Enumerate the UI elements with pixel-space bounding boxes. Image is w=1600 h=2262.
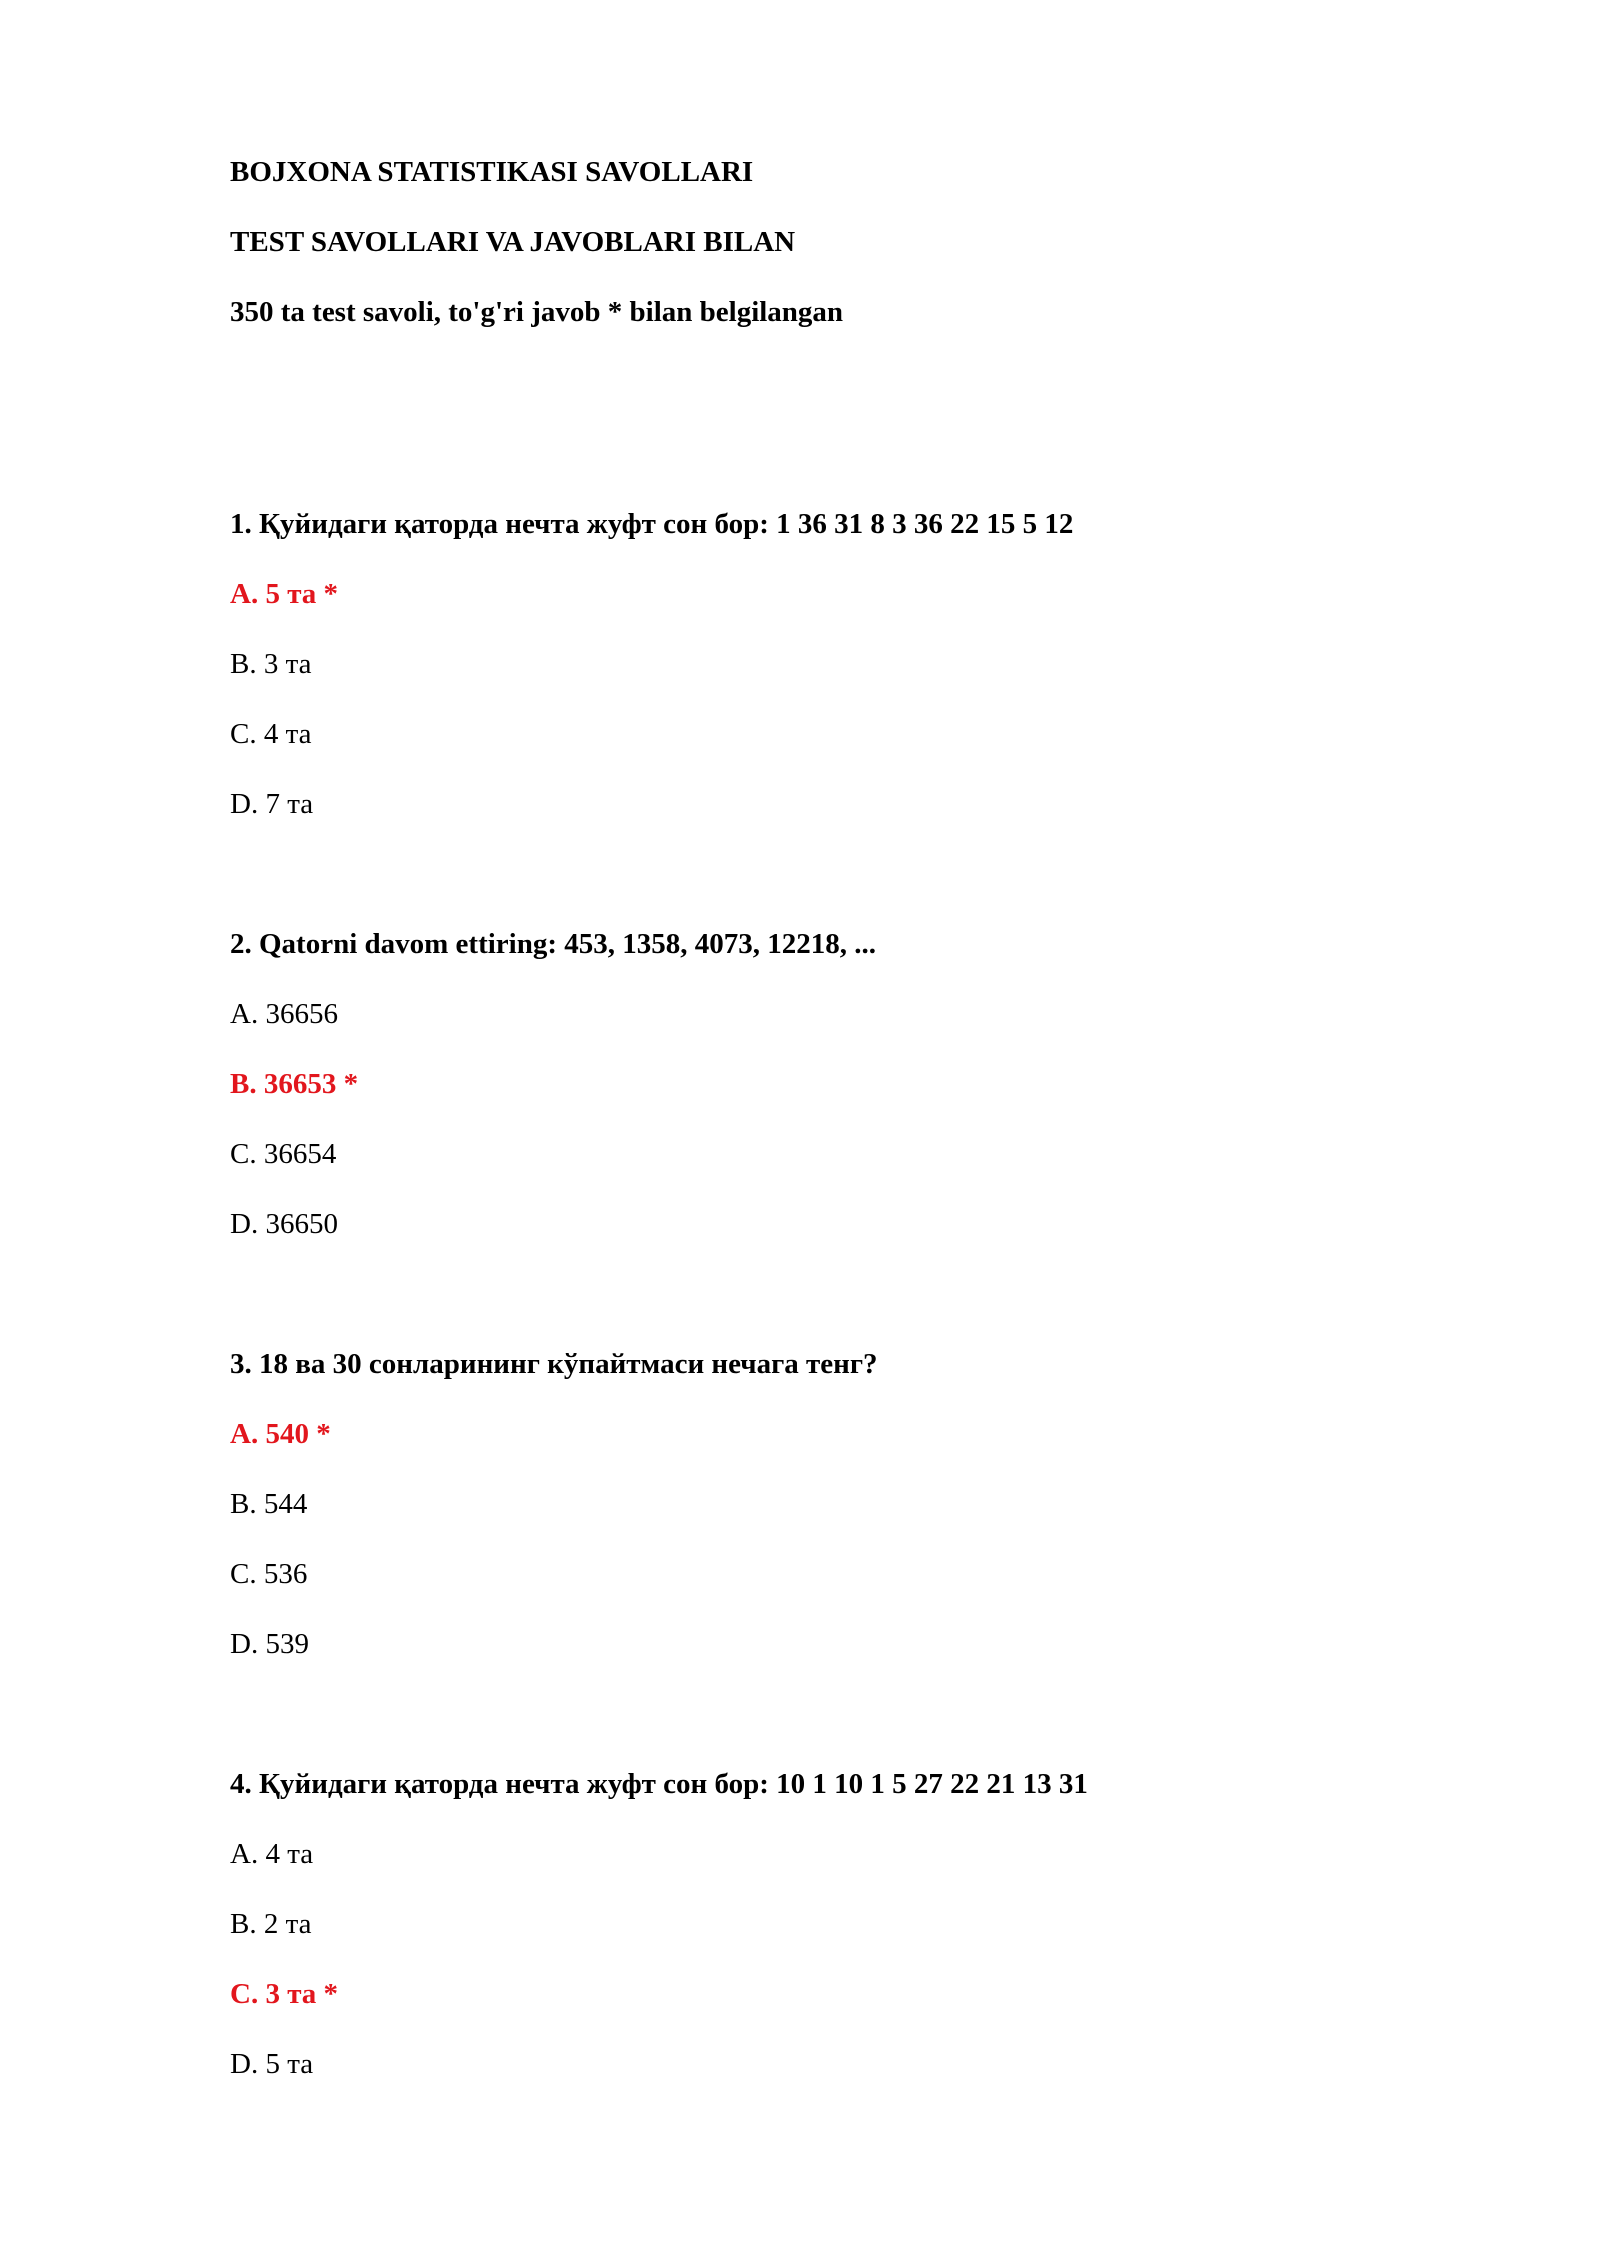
document-subtitle: TEST SAVOLLARI VA JAVOBLARI BILAN xyxy=(230,226,796,258)
document-header xyxy=(230,137,1430,347)
document-title: BOJXONA STATISTIKASI SAVOLLARI xyxy=(230,156,754,188)
answer-option: B. 2 та xyxy=(230,1908,312,1940)
question-block xyxy=(230,1329,1430,1679)
question-text: 1. Қуйидаги қаторда нечта жуфт сон бор: 1 36 31 8 3 36 22 15 5 12 xyxy=(230,508,1074,540)
answer-option: B. 36653 * xyxy=(230,1068,359,1100)
question-text: 4. Қуйидаги қаторда нечта жуфт сон бор: 10 1 10 1 5 27 22 21 13 31 xyxy=(230,1768,1088,1800)
answer-option: D. 5 та xyxy=(230,2048,314,2080)
answer-option: C. 4 та xyxy=(230,718,312,750)
document-note: 350 ta test savoli, to'g'ri javob * bilan belgilangan xyxy=(230,296,844,328)
question-text: 3. 18 ва 30 сонларининг кўпайтмаси нечага тенг? xyxy=(230,1348,878,1380)
question-text: 2. Qatorni davom ettiring: 453, 1358, 4073, 12218, ... xyxy=(230,928,877,960)
question-block xyxy=(230,489,1430,839)
answer-option: D. 36650 xyxy=(230,1208,338,1240)
answer-option: D. 539 xyxy=(230,1628,309,1660)
answer-option: A. 540 * xyxy=(230,1418,331,1450)
answer-option: B. 544 xyxy=(230,1488,308,1520)
answer-option: C. 536 xyxy=(230,1558,308,1590)
answer-option: C. 3 та * xyxy=(230,1978,339,2010)
question-block xyxy=(230,1749,1430,2099)
document-content xyxy=(230,137,1430,2169)
answer-option: A. 36656 xyxy=(230,998,338,1030)
answer-option: C. 36654 xyxy=(230,1138,337,1170)
answer-option: B. 3 та xyxy=(230,648,312,680)
answer-option: A. 4 та xyxy=(230,1838,314,1870)
answer-option: A. 5 та * xyxy=(230,578,339,610)
answer-option: D. 7 та xyxy=(230,788,314,820)
question-block xyxy=(230,909,1430,1259)
